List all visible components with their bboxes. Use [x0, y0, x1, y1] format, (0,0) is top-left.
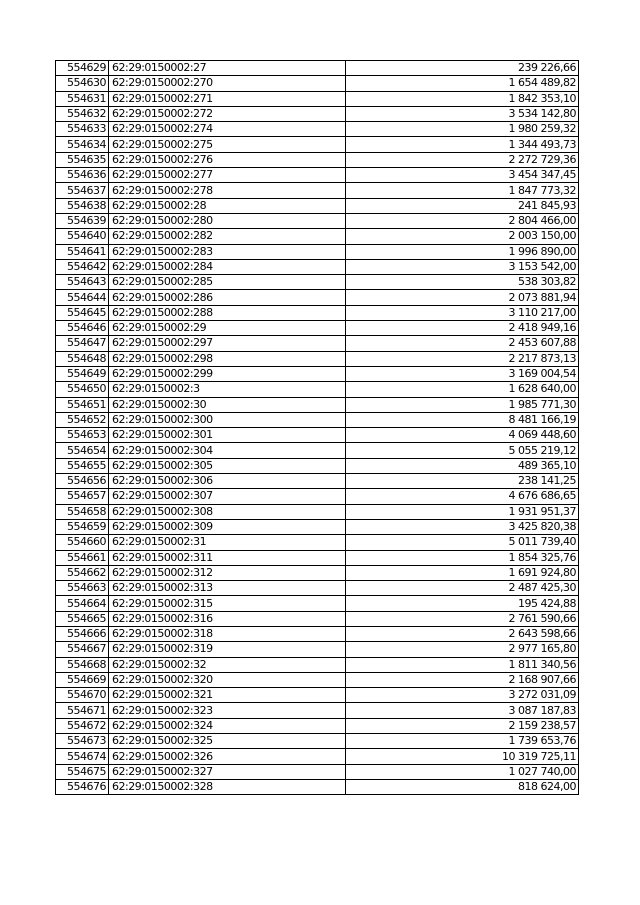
cadastral-number-cell: 62:29:0150002:326 — [109, 749, 346, 764]
cadastral-value-cell: 3 272 031,09 — [346, 688, 579, 703]
table-row — [56, 91, 579, 106]
cadastral-value-cell: 238 141,25 — [346, 474, 579, 489]
table-body — [56, 61, 579, 795]
row-number-cell: 554639 — [56, 213, 109, 228]
cadastral-number-cell: 62:29:0150002:323 — [109, 703, 346, 718]
row-number-cell: 554652 — [56, 412, 109, 427]
row-number-cell: 554671 — [56, 703, 109, 718]
cadastral-value-cell: 1 985 771,30 — [346, 397, 579, 412]
table-row — [56, 596, 579, 611]
table-row — [56, 321, 579, 336]
table-row — [56, 474, 579, 489]
row-number-cell: 554657 — [56, 489, 109, 504]
table-row — [56, 718, 579, 733]
cadastral-number-cell: 62:29:0150002:275 — [109, 137, 346, 152]
row-number-cell: 554640 — [56, 229, 109, 244]
table-row — [56, 351, 579, 366]
cadastral-value-cell: 8 481 166,19 — [346, 412, 579, 427]
row-number-cell: 554654 — [56, 443, 109, 458]
row-number-cell: 554635 — [56, 152, 109, 167]
table-row — [56, 412, 579, 427]
cadastral-number-cell: 62:29:0150002:306 — [109, 474, 346, 489]
cadastral-number-cell: 62:29:0150002:3 — [109, 382, 346, 397]
row-number-cell: 554673 — [56, 734, 109, 749]
row-number-cell: 554630 — [56, 76, 109, 91]
table-row — [56, 688, 579, 703]
table-row — [56, 137, 579, 152]
cadastral-number-cell: 62:29:0150002:299 — [109, 366, 346, 381]
cadastral-number-cell: 62:29:0150002:27 — [109, 61, 346, 76]
table-row — [56, 779, 579, 794]
cadastral-number-cell: 62:29:0150002:297 — [109, 336, 346, 351]
cadastral-value-cell: 2 453 607,88 — [346, 336, 579, 351]
table-row — [56, 61, 579, 76]
cadastral-value-cell: 3 454 347,45 — [346, 168, 579, 183]
cadastral-number-cell: 62:29:0150002:320 — [109, 672, 346, 687]
cadastral-number-cell: 62:29:0150002:285 — [109, 275, 346, 290]
cadastral-number-cell: 62:29:0150002:307 — [109, 489, 346, 504]
cadastral-number-cell: 62:29:0150002:284 — [109, 259, 346, 274]
table-row — [56, 397, 579, 412]
cadastral-value-cell: 3 169 004,54 — [346, 366, 579, 381]
table-row — [56, 458, 579, 473]
cadastral-number-cell: 62:29:0150002:319 — [109, 642, 346, 657]
cadastral-number-cell: 62:29:0150002:318 — [109, 626, 346, 641]
cadastral-value-cell: 818 624,00 — [346, 779, 579, 794]
cadastral-value-cell: 2 761 590,66 — [346, 611, 579, 626]
cadastral-number-cell: 62:29:0150002:328 — [109, 779, 346, 794]
cadastral-number-cell: 62:29:0150002:301 — [109, 428, 346, 443]
row-number-cell: 554658 — [56, 504, 109, 519]
table-row — [56, 519, 579, 534]
row-number-cell: 554667 — [56, 642, 109, 657]
table-row — [56, 443, 579, 458]
row-number-cell: 554651 — [56, 397, 109, 412]
cadastral-number-cell: 62:29:0150002:271 — [109, 91, 346, 106]
cadastral-number-cell: 62:29:0150002:282 — [109, 229, 346, 244]
cadastral-number-cell: 62:29:0150002:30 — [109, 397, 346, 412]
cadastral-value-cell: 2 003 150,00 — [346, 229, 579, 244]
row-number-cell: 554648 — [56, 351, 109, 366]
table-row — [56, 489, 579, 504]
row-number-cell: 554634 — [56, 137, 109, 152]
cadastral-number-cell: 62:29:0150002:272 — [109, 106, 346, 121]
cadastral-number-cell: 62:29:0150002:308 — [109, 504, 346, 519]
cadastral-value-cell: 3 110 217,00 — [346, 305, 579, 320]
cadastral-number-cell: 62:29:0150002:312 — [109, 565, 346, 580]
cadastral-number-cell: 62:29:0150002:309 — [109, 519, 346, 534]
cadastral-value-cell: 1 691 924,80 — [346, 565, 579, 580]
cadastral-number-cell: 62:29:0150002:270 — [109, 76, 346, 91]
cadastral-number-cell: 62:29:0150002:280 — [109, 213, 346, 228]
row-number-cell: 554643 — [56, 275, 109, 290]
cadastral-number-cell: 62:29:0150002:276 — [109, 152, 346, 167]
cadastral-number-cell: 62:29:0150002:304 — [109, 443, 346, 458]
row-number-cell: 554665 — [56, 611, 109, 626]
table-row — [56, 213, 579, 228]
cadastral-number-cell: 62:29:0150002:32 — [109, 657, 346, 672]
row-number-cell: 554637 — [56, 183, 109, 198]
table-row — [56, 611, 579, 626]
table-row — [56, 244, 579, 259]
table-row — [56, 275, 579, 290]
table-row — [56, 168, 579, 183]
row-number-cell: 554668 — [56, 657, 109, 672]
cadastral-value-cell: 2 073 881,94 — [346, 290, 579, 305]
row-number-cell: 554647 — [56, 336, 109, 351]
table-row — [56, 581, 579, 596]
row-number-cell: 554646 — [56, 321, 109, 336]
table-row — [56, 642, 579, 657]
table-row — [56, 749, 579, 764]
row-number-cell: 554629 — [56, 61, 109, 76]
row-number-cell: 554642 — [56, 259, 109, 274]
cadastral-value-cell: 2 418 949,16 — [346, 321, 579, 336]
row-number-cell: 554644 — [56, 290, 109, 305]
cadastral-value-cell: 2 977 165,80 — [346, 642, 579, 657]
row-number-cell: 554674 — [56, 749, 109, 764]
cadastral-number-cell: 62:29:0150002:313 — [109, 581, 346, 596]
cadastral-value-cell: 3 425 820,38 — [346, 519, 579, 534]
cadastral-value-cell: 4 069 448,60 — [346, 428, 579, 443]
table-row — [56, 428, 579, 443]
cadastral-value-cell: 1 847 773,32 — [346, 183, 579, 198]
table-row — [56, 183, 579, 198]
row-number-cell: 554641 — [56, 244, 109, 259]
cadastral-number-cell: 62:29:0150002:283 — [109, 244, 346, 259]
cadastral-value-cell: 1 980 259,32 — [346, 122, 579, 137]
table-row — [56, 152, 579, 167]
table-row — [56, 106, 579, 121]
cadastral-value-cell: 5 011 739,40 — [346, 535, 579, 550]
cadastral-number-cell: 62:29:0150002:278 — [109, 183, 346, 198]
cadastral-value-cell: 2 217 873,13 — [346, 351, 579, 366]
cadastral-number-cell: 62:29:0150002:288 — [109, 305, 346, 320]
cadastral-value-cell: 2 272 729,36 — [346, 152, 579, 167]
cadastral-number-cell: 62:29:0150002:321 — [109, 688, 346, 703]
cadastral-value-cell: 2 159 238,57 — [346, 718, 579, 733]
cadastral-number-cell: 62:29:0150002:327 — [109, 764, 346, 779]
row-number-cell: 554672 — [56, 718, 109, 733]
cadastral-number-cell: 62:29:0150002:315 — [109, 596, 346, 611]
table-row — [56, 550, 579, 565]
row-number-cell: 554659 — [56, 519, 109, 534]
cadastral-number-cell: 62:29:0150002:31 — [109, 535, 346, 550]
cadastral-number-cell: 62:29:0150002:298 — [109, 351, 346, 366]
row-number-cell: 554638 — [56, 198, 109, 213]
row-number-cell: 554669 — [56, 672, 109, 687]
table-row — [56, 336, 579, 351]
cadastral-number-cell: 62:29:0150002:286 — [109, 290, 346, 305]
table-row — [56, 504, 579, 519]
row-number-cell: 554666 — [56, 626, 109, 641]
cadastral-value-table — [55, 60, 579, 795]
cadastral-value-cell: 1 628 640,00 — [346, 382, 579, 397]
cadastral-value-cell: 241 845,93 — [346, 198, 579, 213]
cadastral-number-cell: 62:29:0150002:325 — [109, 734, 346, 749]
row-number-cell: 554633 — [56, 122, 109, 137]
cadastral-value-cell: 1 739 653,76 — [346, 734, 579, 749]
cadastral-value-cell: 1 654 489,82 — [346, 76, 579, 91]
cadastral-value-cell: 489 365,10 — [346, 458, 579, 473]
row-number-cell: 554670 — [56, 688, 109, 703]
table-row — [56, 703, 579, 718]
table-row — [56, 76, 579, 91]
row-number-cell: 554675 — [56, 764, 109, 779]
cadastral-value-cell: 1 027 740,00 — [346, 764, 579, 779]
table-row — [56, 366, 579, 381]
row-number-cell: 554632 — [56, 106, 109, 121]
table-row — [56, 657, 579, 672]
cadastral-number-cell: 62:29:0150002:316 — [109, 611, 346, 626]
cadastral-value-cell: 3 153 542,00 — [346, 259, 579, 274]
row-number-cell: 554653 — [56, 428, 109, 443]
cadastral-value-cell: 1 842 353,10 — [346, 91, 579, 106]
table-row — [56, 229, 579, 244]
table-row — [56, 734, 579, 749]
cadastral-value-cell: 3 534 142,80 — [346, 106, 579, 121]
cadastral-value-cell: 1 854 325,76 — [346, 550, 579, 565]
table-row — [56, 672, 579, 687]
row-number-cell: 554631 — [56, 91, 109, 106]
cadastral-value-cell: 1 931 951,37 — [346, 504, 579, 519]
row-number-cell: 554676 — [56, 779, 109, 794]
table-row — [56, 535, 579, 550]
cadastral-value-cell: 1 811 340,56 — [346, 657, 579, 672]
cadastral-value-cell: 2 487 425,30 — [346, 581, 579, 596]
cadastral-value-cell: 1 344 493,73 — [346, 137, 579, 152]
cadastral-number-cell: 62:29:0150002:305 — [109, 458, 346, 473]
row-number-cell: 554649 — [56, 366, 109, 381]
row-number-cell: 554664 — [56, 596, 109, 611]
cadastral-value-cell: 3 087 187,83 — [346, 703, 579, 718]
cadastral-value-cell: 239 226,66 — [346, 61, 579, 76]
row-number-cell: 554663 — [56, 581, 109, 596]
cadastral-number-cell: 62:29:0150002:311 — [109, 550, 346, 565]
table-row — [56, 764, 579, 779]
cadastral-number-cell: 62:29:0150002:277 — [109, 168, 346, 183]
table-row — [56, 290, 579, 305]
cadastral-value-cell: 1 996 890,00 — [346, 244, 579, 259]
cadastral-value-cell: 2 804 466,00 — [346, 213, 579, 228]
row-number-cell: 554660 — [56, 535, 109, 550]
table-row — [56, 305, 579, 320]
cadastral-value-cell: 5 055 219,12 — [346, 443, 579, 458]
cadastral-number-cell: 62:29:0150002:324 — [109, 718, 346, 733]
row-number-cell: 554661 — [56, 550, 109, 565]
row-number-cell: 554656 — [56, 474, 109, 489]
cadastral-number-cell: 62:29:0150002:29 — [109, 321, 346, 336]
table-row — [56, 382, 579, 397]
row-number-cell: 554650 — [56, 382, 109, 397]
cadastral-value-cell: 538 303,82 — [346, 275, 579, 290]
table-row — [56, 198, 579, 213]
cadastral-number-cell: 62:29:0150002:274 — [109, 122, 346, 137]
table-row — [56, 122, 579, 137]
row-number-cell: 554655 — [56, 458, 109, 473]
cadastral-number-cell: 62:29:0150002:28 — [109, 198, 346, 213]
table-row — [56, 565, 579, 580]
cadastral-value-cell: 195 424,88 — [346, 596, 579, 611]
table-row — [56, 259, 579, 274]
row-number-cell: 554636 — [56, 168, 109, 183]
cadastral-number-cell: 62:29:0150002:300 — [109, 412, 346, 427]
row-number-cell: 554645 — [56, 305, 109, 320]
cadastral-value-cell: 2 168 907,66 — [346, 672, 579, 687]
cadastral-value-cell: 10 319 725,11 — [346, 749, 579, 764]
row-number-cell: 554662 — [56, 565, 109, 580]
cadastral-value-cell: 2 643 598,66 — [346, 626, 579, 641]
table-row — [56, 626, 579, 641]
cadastral-value-cell: 4 676 686,65 — [346, 489, 579, 504]
